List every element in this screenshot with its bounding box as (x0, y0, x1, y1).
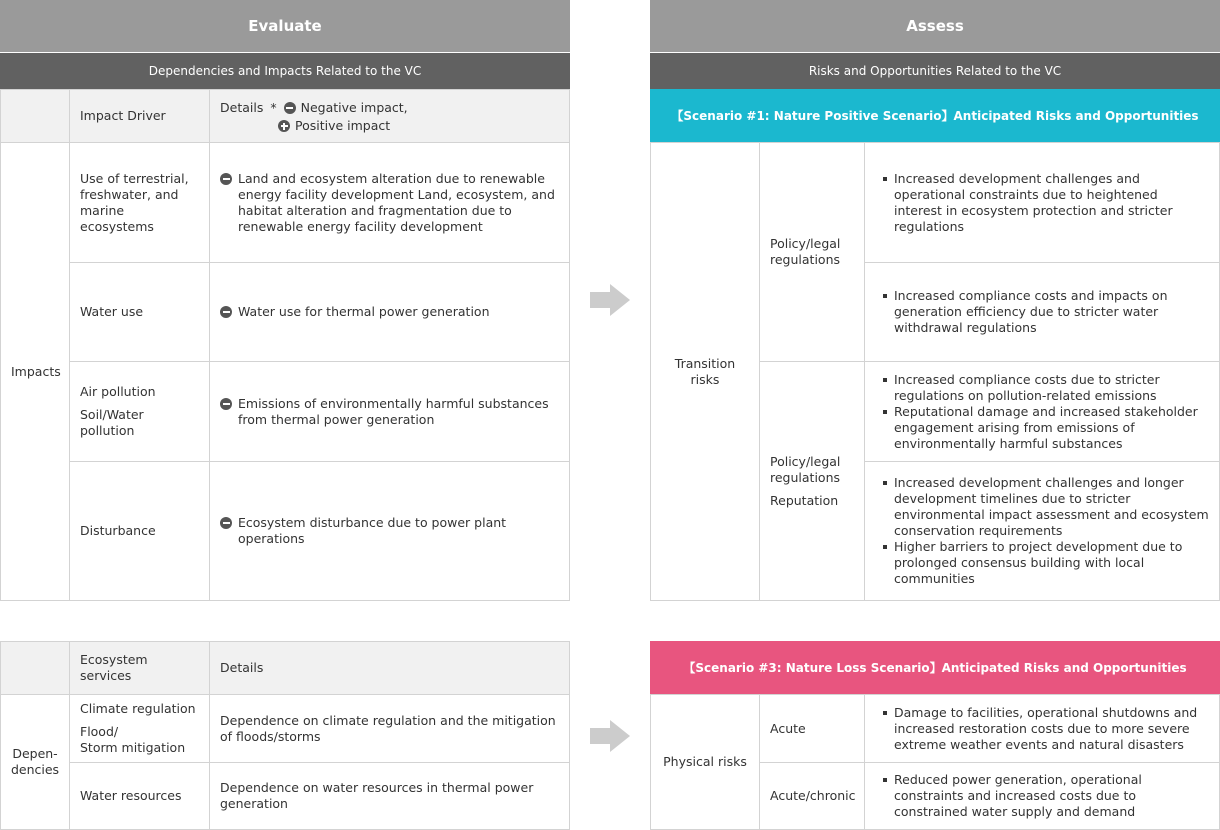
ecosystem-service-text: Storm mitigation (80, 740, 186, 755)
scenario1-header (650, 89, 1220, 142)
risk-list (881, 171, 1209, 235)
risk-type-cell (759, 762, 865, 830)
dependencies-group-cell (0, 694, 70, 830)
impact-detail-cell (209, 142, 570, 263)
details-header-content (220, 100, 408, 134)
risk-item: Increased development challenges and operational constraints due to heightened interest in ecosystem protection and stricter regulations (881, 171, 1209, 235)
legend-line-1 (220, 100, 408, 116)
risk-type-cell (759, 142, 865, 362)
impact-driver-text: Soil/Water pollution (80, 407, 144, 438)
impact-detail-text: Water use for thermal power generation (238, 304, 490, 319)
impact-driver-cell (69, 262, 210, 362)
risk-type-cell (759, 361, 865, 601)
risk-type-text: regulations (770, 252, 841, 267)
dependency-details-header-text: Details (220, 660, 264, 675)
plus-circle-icon (278, 120, 290, 132)
dependency-detail-text: Dependence on water resources in thermal power generation (220, 780, 534, 811)
legend-line-2 (278, 118, 408, 134)
risk-list (881, 705, 1209, 753)
risk-type-text: Policy/legal (770, 453, 841, 469)
scenario3-title: 【Scenario #3: Nature Loss Scenario】Anticipated Risks and Opportunities (683, 661, 1187, 675)
impact-detail-cell (209, 461, 570, 601)
minus-circle-icon (220, 398, 232, 410)
minus-circle-icon (220, 517, 232, 529)
details-header-text: Details (220, 100, 264, 115)
risk-type-text: Acute (770, 720, 806, 736)
impact-driver-cell (69, 142, 210, 263)
risk-detail-cell (864, 461, 1220, 601)
impact-detail-text: Land and ecosystem alteration due to renewable energy facility development Land, ecosystem, and habitat alteration and fragmentation due to renewable energy facility development (238, 170, 555, 234)
dependencies-corner-cell (0, 641, 70, 695)
assess-subheader-text: Risks and Opportunities Related to the VC (808, 64, 1062, 78)
assess-subheader (650, 53, 1220, 89)
impact-driver-header-text: Impact Driver (80, 108, 166, 123)
impacts-group-cell (0, 142, 70, 601)
ecosystem-service-text: Flood/ (80, 724, 119, 739)
dependency-detail-cell (209, 762, 570, 830)
risk-type-text: Reputation (770, 492, 839, 508)
risk-list (881, 372, 1209, 452)
risk-detail-cell (864, 694, 1220, 763)
impact-detail-cell (209, 262, 570, 362)
impact-driver-cell (69, 361, 210, 462)
minus-circle-icon (220, 173, 232, 185)
impact-detail-text: Ecosystem disturbance due to power plant operations (238, 515, 507, 546)
risk-item: Increased compliance costs due to stricter regulations on pollution-related emissions (881, 372, 1209, 404)
risk-item: Higher barriers to project development due to prolonged consensus building with local communities (881, 539, 1209, 587)
risk-type-stack (770, 236, 840, 268)
dependencies-label-line: Depen- (12, 746, 58, 761)
impact-driver-text: Disturbance (80, 523, 156, 538)
risk-detail-cell (864, 361, 1220, 462)
assess-header-text: Assess (906, 17, 964, 35)
impact-detail (220, 304, 490, 320)
assess-header (650, 0, 1220, 52)
risk-list (881, 772, 1209, 820)
ecosystem-services-header-text: Ecosystem services (80, 652, 148, 683)
legend-asterisk: * (270, 100, 277, 115)
dependencies-group-label (11, 746, 59, 778)
impacts-corner-cell (0, 89, 70, 143)
scenario3-header (650, 641, 1220, 695)
impact-detail (220, 396, 559, 428)
transition-risks-cell (650, 142, 760, 601)
ecosystem-service-text: Water resources (80, 788, 182, 803)
risk-type-text: regulations (770, 469, 841, 485)
evaluate-header-text: Evaluate (248, 17, 322, 35)
impact-driver-header (69, 89, 210, 143)
ecosystem-service-stack (80, 701, 196, 756)
risk-list (881, 475, 1209, 587)
minus-circle-icon (284, 102, 296, 114)
dependency-detail-text: Dependence on climate regulation and the mitigation of floods/storms (220, 712, 556, 744)
risk-list (881, 288, 1209, 336)
impact-detail (220, 515, 559, 547)
ecosystem-service-text: Climate regulation (80, 701, 196, 716)
evaluate-header (0, 0, 570, 52)
impact-detail (220, 171, 559, 235)
risk-item: Damage to facilities, operational shutdowns and increased restoration costs due to more severe extreme weather events and natural disasters (881, 705, 1209, 753)
dependencies-label-line: dencies (10, 762, 60, 777)
details-header (209, 89, 570, 143)
impact-driver-cell (69, 461, 210, 601)
transition-risks-label: Transition risks (674, 355, 736, 387)
legend-positive-text: Positive impact (295, 118, 391, 133)
risk-type-text: Acute/chronic (770, 788, 856, 803)
legend-negative-text: Negative impact, (300, 100, 408, 115)
risk-detail-cell (864, 142, 1220, 263)
physical-risks-cell (650, 694, 760, 830)
risk-item: Reduced power generation, operational constraints and increased costs due to constrained water supply and demand (881, 772, 1209, 820)
impacts-group-label: Impacts (11, 363, 61, 379)
dependency-detail-cell (209, 694, 570, 763)
risk-type-stack (770, 454, 840, 509)
risk-item: Increased compliance costs and impacts on generation efficiency due to stricter water withdrawal regulations (881, 288, 1209, 336)
impact-detail-text: Emissions of environmentally harmful substances from thermal power generation (238, 395, 549, 427)
impact-driver-text: Use of terrestrial, freshwater, and marine ecosystems (80, 170, 189, 234)
impact-driver-stack (80, 384, 199, 439)
dependency-details-header (209, 641, 570, 695)
minus-circle-icon (220, 306, 232, 318)
risk-item: Reputational damage and increased stakeholder engagement arising from emissions of environmentally harmful substances (881, 404, 1209, 452)
ecosystem-services-header (69, 641, 210, 695)
ecosystem-service-cell (69, 762, 210, 830)
physical-risks-label: Physical risks (663, 754, 747, 769)
impact-driver-text: Water use (80, 304, 144, 319)
risk-item: Increased development challenges and longer development timelines due to stricter environmental impact assessment and ecosystem conservation requirements (881, 475, 1209, 539)
right-arrow-icon (588, 282, 632, 318)
evaluate-subheader-text: Dependencies and Impacts Related to the VC (148, 64, 422, 78)
scenario1-title: 【Scenario #1: Nature Positive Scenario】Anticipated Risks and Opportunities (671, 108, 1199, 123)
ecosystem-service-cell (69, 694, 210, 763)
impact-driver-text: Air pollution (80, 384, 156, 399)
impact-detail-cell (209, 361, 570, 462)
right-arrow-icon (588, 718, 632, 754)
risk-detail-cell (864, 762, 1220, 830)
evaluate-subheader (0, 53, 570, 89)
risk-detail-cell (864, 262, 1220, 362)
risk-type-cell (759, 694, 865, 763)
risk-type-text: Policy/legal (770, 236, 841, 251)
